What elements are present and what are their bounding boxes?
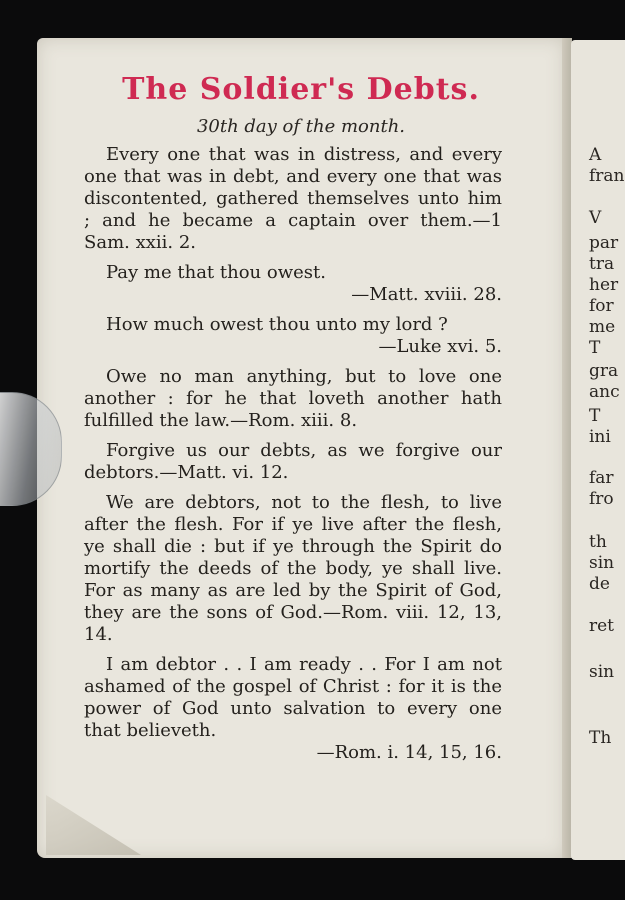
next-page-fragment: gra xyxy=(589,361,619,381)
next-page-fragment: T xyxy=(589,406,601,426)
next-page-fragment: me xyxy=(589,317,616,337)
page-title: The Soldier's Debts. xyxy=(122,72,480,107)
paragraph xyxy=(84,262,502,306)
paragraph-text: How much owest thou unto my lord ? xyxy=(106,314,448,335)
scripture-reference: —Rom. i. 14, 15, 16. xyxy=(316,742,502,763)
next-page-edge xyxy=(571,40,625,860)
next-page-fragment: fran xyxy=(589,166,625,186)
page-subtitle: 30th day of the month. xyxy=(196,116,406,137)
paragraph xyxy=(84,654,502,764)
paragraph-text: I am debtor . . I am ready . . For I am not ashamed of the gospel of Christ : for it is the power of God unto salvation to every one that believeth. xyxy=(84,654,502,741)
paragraph: We are debtors, not to the flesh, to live after the flesh. For if ye live after the flesh, ye shall die : but if ye through the Spirit do mortify the deeds of the body, ye shall live. For as many as are led by the Spirit of God, they are the sons of God.—Rom. viii. 12, 13, 14. xyxy=(84,492,502,645)
next-page-fragment: ini xyxy=(589,427,611,447)
paragraph-text: Pay me that thou owest. xyxy=(106,262,326,283)
book-page xyxy=(37,38,565,858)
next-page-fragment: her xyxy=(589,275,619,295)
next-page-fragment: T xyxy=(589,338,601,358)
scripture-reference: —Luke xvi. 5. xyxy=(378,336,502,357)
next-page-fragment: de xyxy=(589,574,610,594)
scripture-text xyxy=(84,144,502,772)
next-page-fragment: anc xyxy=(589,382,620,402)
next-page-fragment: Th xyxy=(589,728,612,748)
next-page-fragment: ret xyxy=(589,616,615,636)
next-page-fragment: fro xyxy=(589,489,614,509)
next-page-fragment: th xyxy=(589,532,607,552)
paragraph xyxy=(84,314,502,358)
scripture-reference: —Matt. xviii. 28. xyxy=(351,284,502,305)
next-page-fragment: par xyxy=(589,233,619,253)
next-page-fragment: tra xyxy=(589,254,615,274)
next-page-fragment: A xyxy=(589,145,602,165)
next-page-fragment: far xyxy=(589,468,614,488)
paragraph: Forgive us our debts, as we forgive our debtors.—Matt. vi. 12. xyxy=(84,440,502,483)
next-page-fragment: for xyxy=(589,296,614,316)
paragraph: Every one that was in distress, and every one that was in debt, and every one that was discontented, gathered themselves unto him ; and he became a captain over them.—1 Sam. xxii. 2. xyxy=(84,144,502,253)
next-page-fragment: V xyxy=(589,208,602,228)
paragraph: Owe no man anything, but to love one another : for he that loveth another hath fulfilled the law.—Rom. xiii. 8. xyxy=(84,366,502,431)
next-page-fragment: sin xyxy=(589,553,615,573)
next-page-fragment: sin xyxy=(589,662,615,682)
